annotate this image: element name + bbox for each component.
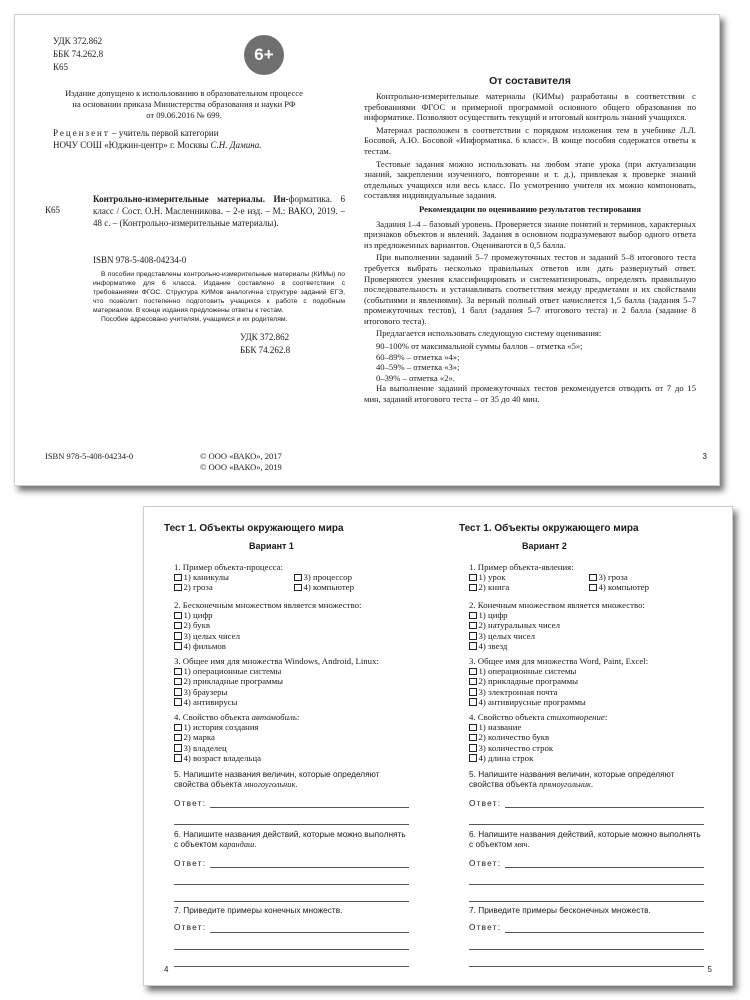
option-label: 3) количество строк xyxy=(478,742,554,753)
option-label: 1) каникулы xyxy=(183,572,229,583)
annotation-paragraph: Пособие адресовано учителям, учащимся и их родителям. xyxy=(101,316,288,323)
answer-line[interactable] xyxy=(469,885,704,902)
answer-option[interactable] xyxy=(469,722,704,732)
checkbox-icon[interactable] xyxy=(174,642,182,650)
answer-option[interactable] xyxy=(469,697,704,707)
answer-option[interactable] xyxy=(174,641,409,651)
answer-line[interactable] xyxy=(469,808,704,825)
checkbox-icon[interactable] xyxy=(469,574,477,582)
checkbox-icon[interactable] xyxy=(174,668,182,676)
question-6 xyxy=(469,829,704,902)
question-text: 2. Бесконечным множеством является множество: xyxy=(174,600,362,610)
answer-line[interactable] xyxy=(469,868,704,885)
answer-option[interactable] xyxy=(174,753,409,763)
checkbox-icon[interactable] xyxy=(469,754,477,762)
author-mark-side: К65 xyxy=(45,205,61,215)
foreword-body xyxy=(364,91,696,407)
question-text-part: . xyxy=(527,839,530,850)
checkbox-icon[interactable] xyxy=(174,744,182,752)
option-label: 3) целых чисел xyxy=(183,630,240,641)
question-text: 7. Приведите примеры бесконечных множеств. xyxy=(469,905,651,915)
option-label: 1) цифр xyxy=(478,610,508,621)
reviewer-name: С.Н. Дамина. xyxy=(210,140,262,150)
author-mark: К65 xyxy=(53,62,69,72)
page-number: 4 xyxy=(164,965,169,974)
question-text-part: : xyxy=(604,712,608,722)
annotation xyxy=(93,270,345,324)
question-2 xyxy=(174,600,409,651)
option-label: 4) компьютер xyxy=(598,582,649,593)
checkbox-icon[interactable] xyxy=(589,584,597,592)
answer-option[interactable] xyxy=(469,631,704,641)
answer-line[interactable] xyxy=(174,885,409,902)
age-rating-badge: 6+ xyxy=(244,35,284,75)
checkbox-icon[interactable] xyxy=(174,584,182,592)
checkbox-icon[interactable] xyxy=(469,744,477,752)
reviewer-role: – учитель первой категории xyxy=(109,128,219,138)
answer-line[interactable] xyxy=(210,925,409,933)
question-3 xyxy=(174,656,409,707)
question-4 xyxy=(469,712,704,763)
checkbox-icon[interactable] xyxy=(589,574,597,582)
answer-option[interactable] xyxy=(469,733,704,743)
question-7 xyxy=(469,905,704,967)
foreword-paragraph: Предлагается использовать следующую систему оценивания: xyxy=(376,328,602,339)
foreword-paragraph: Задания 1–4 – базовый уровень. Проверяется знание понятий и терминов, характерных признаков объектов и явлений. Задания в основном подразумевают выбор одного ответа из предложенных вариантов. Оцениваются в 0,5 балла. xyxy=(364,218,696,250)
answer-line[interactable] xyxy=(469,933,704,950)
answer-line[interactable] xyxy=(505,925,704,933)
answer-line[interactable] xyxy=(174,868,409,885)
checkbox-icon[interactable] xyxy=(174,734,182,742)
book-spread-pages-4-5 xyxy=(143,506,733,986)
option-label: 2) гроза xyxy=(183,582,213,593)
option-label: 1) история создания xyxy=(183,722,259,733)
question-text xyxy=(469,829,704,851)
foreword-title: От составителя xyxy=(489,75,571,87)
test-page-variant-2 xyxy=(439,507,733,985)
checkbox-icon[interactable] xyxy=(174,574,182,582)
question-object: многоугольник xyxy=(244,780,296,790)
answer-label: Ответ: xyxy=(174,922,207,933)
option-label: 1) операционные системы xyxy=(478,666,577,677)
page-number: 5 xyxy=(707,965,712,974)
option-label: 1) цифр xyxy=(183,610,213,621)
checkbox-icon[interactable] xyxy=(469,724,477,732)
question-text-part: 4. Свойство объекта xyxy=(469,712,547,722)
question-text-part: . xyxy=(254,839,257,850)
question-object: мяч xyxy=(514,840,528,850)
question-5 xyxy=(469,769,704,825)
question-text-part: . xyxy=(590,779,594,790)
option-label: 1) урок xyxy=(478,572,506,583)
checkbox-icon[interactable] xyxy=(174,688,182,696)
question-1 xyxy=(174,562,409,593)
option-label: 1) название xyxy=(478,722,522,733)
question-text-part: : xyxy=(296,712,300,722)
approval-note xyxy=(49,88,319,121)
checkbox-icon[interactable] xyxy=(469,698,477,706)
answer-row xyxy=(174,858,409,868)
answer-line[interactable] xyxy=(174,808,409,825)
isbn: ISBN 978-5-408-04234-0 xyxy=(93,255,187,265)
book-spread-pages-2-3 xyxy=(14,14,720,486)
variant-label: Вариант 2 xyxy=(522,541,567,551)
answer-option[interactable] xyxy=(469,583,589,593)
checkbox-icon[interactable] xyxy=(174,632,182,640)
question-object: прямоугольник xyxy=(539,780,591,790)
option-label: 4) возраст владельца xyxy=(183,752,261,763)
answer-option[interactable] xyxy=(589,572,699,582)
checkbox-icon[interactable] xyxy=(294,574,302,582)
question-text-part: 6. Напишите названия действий, которые можно выполнять с объектом xyxy=(469,829,701,850)
question-1 xyxy=(469,562,704,593)
copyright-line: © ООО «ВАКО», 2019 xyxy=(200,462,282,472)
option-label: 3) электронная почта xyxy=(478,686,558,697)
answer-line[interactable] xyxy=(469,950,704,967)
question-2 xyxy=(469,600,704,651)
foreword-paragraph: При выполнении заданий 5–7 промежуточных тестов и заданий 5–8 итогового теста требуется выбрать несколько правильных ответов или дать развернутый ответ. Проверяются умения классифицировать и систематизировать, определять правильную последовательность и устанавливать соответствия между предметами и их свойствами (событиями и явлениями). За верный полный ответ начисляется 1,5 балла (задания 5–7 промежуточных тестов), 1 балл (задания 5–7 итогового теста) и 2 балла (задание 8 итогового теста). xyxy=(364,252,696,326)
option-label: 3) процессор xyxy=(303,572,352,583)
reviewer-school: НОЧУ СОШ «Юджин-центр» г. Москвы xyxy=(53,140,211,150)
copyright-block xyxy=(200,451,282,473)
answer-label: Ответ: xyxy=(469,857,502,868)
option-label: 2) книга xyxy=(478,582,510,593)
answer-option[interactable] xyxy=(469,572,589,582)
answer-row xyxy=(174,798,409,808)
question-4 xyxy=(174,712,409,763)
answer-line[interactable] xyxy=(505,800,704,808)
grading-scale-item: 60–89% – отметка «4»; xyxy=(376,351,460,362)
answer-option[interactable] xyxy=(469,610,704,620)
question-7 xyxy=(174,905,409,967)
bibliographic-record xyxy=(93,193,345,229)
foreword-subheading: Рекомендации по оцениванию результатов тестирования xyxy=(419,203,641,214)
checkbox-icon[interactable] xyxy=(174,724,182,732)
answer-option[interactable] xyxy=(174,583,294,593)
grading-scale-item: 40–59% – отметка «3»; xyxy=(376,362,460,373)
answer-option[interactable] xyxy=(469,743,704,753)
option-label: 3) владелец xyxy=(183,742,227,753)
answer-row xyxy=(469,798,704,808)
option-label: 2) букв xyxy=(183,620,210,631)
question-object: карандаш xyxy=(219,840,255,850)
test-title: Тест 1. Объекты окружающего мира xyxy=(459,523,639,534)
answer-option[interactable] xyxy=(469,753,704,763)
answer-row xyxy=(469,858,704,868)
imprint-page xyxy=(15,15,360,485)
answer-row xyxy=(174,922,409,932)
bib-title: Контрольно-измерительные материалы. Ин- xyxy=(93,194,289,204)
option-label: 4) антивирусы xyxy=(183,696,238,707)
answer-line[interactable] xyxy=(210,800,409,808)
question-text: 3. Общее имя для множества Word, Paint, Excel: xyxy=(469,656,649,666)
grading-scale-item: 0–39% – отметка «2». xyxy=(376,372,455,383)
question-text: 1. Пример объекта-процесса: xyxy=(174,562,283,572)
question-text xyxy=(469,769,704,791)
question-text: 1. Пример объекта-явления: xyxy=(469,562,574,572)
answer-option[interactable] xyxy=(174,687,409,697)
option-label: 4) фильмов xyxy=(183,640,226,651)
option-label: 2) прикладные программы xyxy=(478,676,579,687)
question-text: 7. Приведите примеры конечных множеств. xyxy=(174,905,343,915)
answer-option[interactable] xyxy=(174,610,409,620)
answer-option[interactable] xyxy=(469,621,704,631)
approval-line: от 09.06.2016 № 699. xyxy=(146,110,222,120)
udk-code: УДК 372.862 xyxy=(240,332,290,342)
answer-option[interactable] xyxy=(174,631,409,641)
checkbox-icon[interactable] xyxy=(469,584,477,592)
grading-scale-item: 90–100% от максимальной суммы баллов – отметка «5»; xyxy=(376,341,583,352)
approval-line: Издание допущено к использованию в образовательном процессе xyxy=(65,88,303,98)
variant-label: Вариант 1 xyxy=(249,541,294,551)
answer-row xyxy=(469,922,704,932)
approval-line: на основании приказа Министерства образования и науки РФ xyxy=(72,99,296,109)
option-label: 2) прикладные программы xyxy=(183,676,284,687)
answer-label: Ответ: xyxy=(469,797,502,808)
checkbox-icon[interactable] xyxy=(469,668,477,676)
question-object: стихотворение xyxy=(546,712,605,722)
answer-option[interactable] xyxy=(174,666,409,676)
checkbox-icon[interactable] xyxy=(469,678,477,686)
answer-option[interactable] xyxy=(469,677,704,687)
question-text xyxy=(469,712,704,722)
isbn-footer: ISBN 978-5-408-04234-0 xyxy=(45,451,134,461)
question-text: 2. Конечным множеством является множество: xyxy=(469,600,645,610)
checkbox-icon[interactable] xyxy=(469,688,477,696)
answer-label: Ответ: xyxy=(469,922,502,933)
question-text xyxy=(174,829,409,851)
checkbox-icon[interactable] xyxy=(174,612,182,620)
answer-option[interactable] xyxy=(469,687,704,697)
checkbox-icon[interactable] xyxy=(469,734,477,742)
bib-details: форматика. 6 класс / Сост. О.Н. Масленникова. – 2-е изд. – М.: ВАКО, 2019. – 48 с. – (Контрольно-измерительные материалы). xyxy=(93,194,345,228)
answer-option[interactable] xyxy=(174,621,409,631)
foreword-paragraph: Материал расположен в соответствии с порядком изложения тем в учебнике Л.Л. Босовой, А.Ю. Босовой «Информатика. 6 класс». В конце пособия содержатся ответы к тестам. xyxy=(364,124,696,156)
bbk-code: ББК 74.262.8 xyxy=(53,49,104,59)
checkbox-icon[interactable] xyxy=(469,642,477,650)
foreword-paragraph: На выполнение заданий промежуточных тестов рекомендуется отводить от 7 до 15 мин, заданий итогового теста – от 35 до 40 мин. xyxy=(364,383,696,405)
option-label: 4) антивирусные программы xyxy=(478,696,586,707)
test-title: Тест 1. Объекты окружающего мира xyxy=(164,523,344,534)
checkbox-icon[interactable] xyxy=(469,612,477,620)
reviewer-label: Рецензент xyxy=(53,128,110,138)
checkbox-icon[interactable] xyxy=(469,632,477,640)
question-3 xyxy=(469,656,704,707)
answer-option[interactable] xyxy=(294,572,404,582)
answer-option[interactable] xyxy=(469,641,704,651)
question-5 xyxy=(174,769,409,825)
answer-line[interactable] xyxy=(505,860,704,868)
copyright-line: © ООО «ВАКО», 2017 xyxy=(200,451,282,461)
question-6 xyxy=(174,829,409,902)
udk-block-bottom xyxy=(240,331,290,357)
question-text-part: 5. Напишите названия величин, которые определяют свойства объекта xyxy=(469,769,675,790)
foreword-paragraph: Контрольно-измерительные материалы (КИМы) разработаны в соответствии с требованиями ФГОС и примерной программой основного общего образования по информатике. Позволяют осуществить текущий и итоговый контроль знаний учащихся. xyxy=(364,91,696,123)
udk-code: УДК 372.862 xyxy=(53,36,103,46)
answer-option[interactable] xyxy=(174,677,409,687)
checkbox-icon[interactable] xyxy=(174,678,182,686)
bbk-code: ББК 74.262.8 xyxy=(240,345,291,355)
option-label: 2) натуральных чисел xyxy=(478,620,560,631)
answer-option[interactable] xyxy=(589,583,699,593)
question-object: автомобиль xyxy=(251,712,297,722)
checkbox-icon[interactable] xyxy=(174,698,182,706)
option-label: 3) целых чисел xyxy=(478,630,535,641)
foreword-page xyxy=(360,15,720,485)
answer-option[interactable] xyxy=(174,572,294,582)
option-label: 4) компьютер xyxy=(303,582,354,593)
annotation-paragraph: В пособии представлены контрольно-измерительные материалы (КИМы) по информатике для 6 класса. Издание составлено в соответствии с требованиями ФГОС. Структура КИМов аналогична структуре заданий ЕГЭ, что позволит постепенно подготовить учащихся к работе с подобным материалом. В конце издания предложены ответы к тестам. xyxy=(93,271,345,314)
option-label: 1) операционные системы xyxy=(183,666,282,677)
reviewer-note xyxy=(53,127,333,151)
question-text-part: 6. Напишите названия действий, которые можно выполнять с объектом xyxy=(174,829,406,850)
question-text xyxy=(174,769,409,791)
answer-option[interactable] xyxy=(294,583,404,593)
answer-option[interactable] xyxy=(174,722,409,732)
question-text: 3. Общее имя для множества Windows, Android, Linux: xyxy=(174,656,379,666)
option-label: 2) марка xyxy=(183,732,215,743)
answer-option[interactable] xyxy=(174,743,409,753)
option-label: 4) звезд xyxy=(478,640,508,651)
answer-line[interactable] xyxy=(174,933,409,950)
foreword-paragraph: Тестовые задания можно использовать на любом этапе урока (при актуализации знаний, закреплении изученного, повторении и т. д.), привлекая к проверке знаний отдельных учащихся или весь класс. По усмотрению учителя их можно компоновать, составляя индивидуальные задания. xyxy=(364,158,696,201)
option-label: 4) длина строк xyxy=(478,752,534,763)
checkbox-icon[interactable] xyxy=(174,622,182,630)
question-text-part: 5. Напишите названия величин, которые определяют свойства объекта xyxy=(174,769,380,790)
answer-label: Ответ: xyxy=(174,797,207,808)
checkbox-icon[interactable] xyxy=(174,754,182,762)
option-label: 3) гроза xyxy=(598,572,628,583)
udk-block-top xyxy=(53,35,103,74)
answer-option[interactable] xyxy=(174,697,409,707)
page-number: 3 xyxy=(702,452,707,461)
checkbox-icon[interactable] xyxy=(469,622,477,630)
answer-option[interactable] xyxy=(174,733,409,743)
test-page-variant-1 xyxy=(144,507,439,985)
checkbox-icon[interactable] xyxy=(294,584,302,592)
question-text-part: 4. Свойство объекта xyxy=(174,712,252,722)
question-text-part: . xyxy=(295,779,298,790)
answer-label: Ответ: xyxy=(174,857,207,868)
question-text xyxy=(174,712,409,722)
option-label: 2) количество букв xyxy=(478,732,550,743)
answer-line[interactable] xyxy=(210,860,409,868)
answer-line[interactable] xyxy=(174,950,409,967)
answer-option[interactable] xyxy=(469,666,704,676)
option-label: 3) браузеры xyxy=(183,686,228,697)
